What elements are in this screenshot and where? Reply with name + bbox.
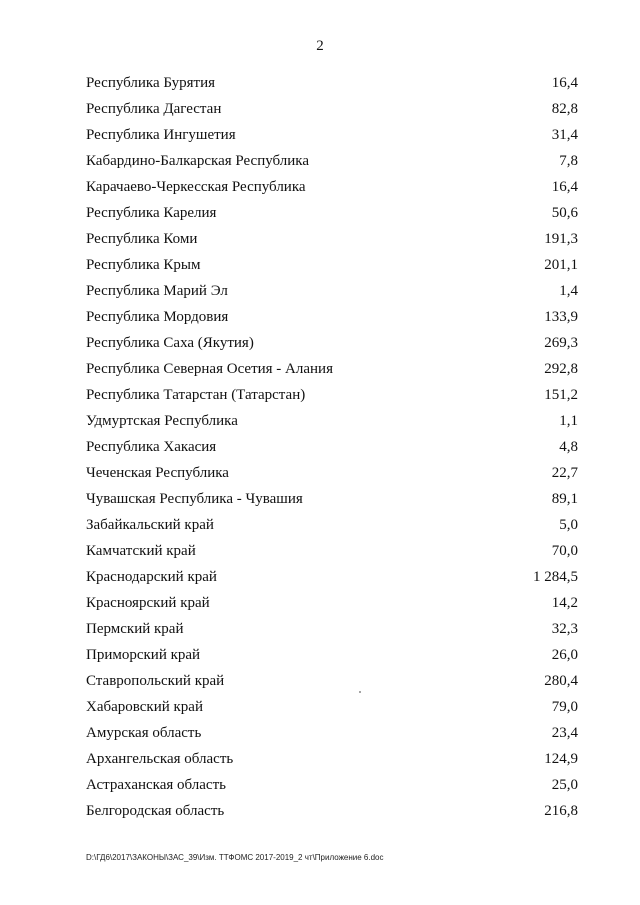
region-value: 280,4	[544, 673, 578, 689]
region-value: 4,8	[559, 439, 578, 455]
table-row	[86, 460, 578, 486]
region-name: Республика Мордовия	[86, 309, 229, 325]
table-row	[86, 70, 578, 96]
region-name: Приморский край	[86, 647, 201, 663]
table-row	[86, 122, 578, 148]
table-row	[86, 434, 578, 460]
region-name: Республика Татарстан (Татарстан)	[86, 387, 306, 403]
region-name: Карачаево-Черкесская Республика	[86, 179, 306, 195]
table-row	[86, 564, 578, 590]
table-row	[86, 590, 578, 616]
region-name: Республика Ингушетия	[86, 127, 236, 143]
region-value: 151,2	[544, 387, 578, 403]
table-row	[86, 772, 578, 798]
region-value: 31,4	[551, 127, 578, 143]
region-value: 23,4	[551, 725, 578, 741]
region-value: 16,4	[551, 179, 578, 195]
region-name: Красноярский край	[86, 595, 210, 611]
table-row	[86, 278, 578, 304]
region-value: 26,0	[551, 647, 578, 663]
region-value: 292,8	[544, 361, 578, 377]
region-value: 82,8	[551, 101, 578, 117]
region-value: 50,6	[551, 205, 578, 221]
region-name: Республика Саха (Якутия)	[86, 335, 254, 351]
region-name: Белгородская область	[86, 803, 225, 819]
table-row	[86, 486, 578, 512]
region-value: 191,3	[544, 231, 578, 247]
region-value: 1,1	[559, 413, 578, 429]
region-value: 16,4	[551, 75, 578, 91]
region-value: 25,0	[551, 777, 578, 793]
table-row	[86, 200, 578, 226]
region-name: Удмуртская Республика	[86, 413, 238, 429]
table-row	[86, 252, 578, 278]
region-value: 124,9	[544, 751, 578, 767]
table-row	[86, 330, 578, 356]
region-name: Амурская область	[86, 725, 202, 741]
region-name: Республика Коми	[86, 231, 198, 247]
region-name: Республика Дагестан	[86, 101, 222, 117]
file-path-footer: D:\ГД6\2017\ЗАКОНЫ\ЗАС_39\Изм. ТТФОМС 2017-2019_2 чт\Приложение 6.doc	[86, 853, 384, 862]
table-row	[86, 538, 578, 564]
region-name: Хабаровский край	[86, 699, 203, 715]
region-value: 7,8	[559, 153, 578, 169]
region-name: Забайкальский край	[86, 517, 214, 533]
region-value: 269,3	[544, 335, 578, 351]
table-row	[86, 148, 578, 174]
region-value: 89,1	[551, 491, 578, 507]
table-row	[86, 746, 578, 772]
scan-speck	[359, 691, 361, 693]
page-number: 2	[316, 38, 324, 54]
region-value: 32,3	[551, 621, 578, 637]
region-value: 1,4	[559, 283, 578, 299]
region-table	[86, 70, 578, 824]
region-name: Республика Хакасия	[86, 439, 217, 455]
region-value: 70,0	[551, 543, 578, 559]
table-row	[86, 798, 578, 824]
table-row	[86, 408, 578, 434]
region-name: Республика Крым	[86, 257, 201, 273]
table-row	[86, 382, 578, 408]
region-value: 201,1	[544, 257, 578, 273]
table-row	[86, 174, 578, 200]
region-name: Ставропольский край	[86, 673, 225, 689]
table-row	[86, 720, 578, 746]
table-row	[86, 694, 578, 720]
region-value: 22,7	[551, 465, 578, 481]
table-row	[86, 668, 578, 694]
region-name: Чеченская Республика	[86, 465, 229, 481]
table-row	[86, 226, 578, 252]
region-value: 14,2	[551, 595, 578, 611]
region-value: 133,9	[544, 309, 578, 325]
region-name: Кабардино-Балкарская Республика	[86, 153, 310, 169]
region-name: Чувашская Республика - Чувашия	[86, 491, 303, 507]
region-name: Камчатский край	[86, 543, 196, 559]
region-value: 216,8	[544, 803, 578, 819]
region-name: Республика Бурятия	[86, 75, 216, 91]
region-name: Краснодарский край	[86, 569, 217, 585]
table-row	[86, 96, 578, 122]
region-name: Республика Карелия	[86, 205, 217, 221]
region-name: Республика Северная Осетия - Алания	[86, 361, 333, 377]
table-row	[86, 616, 578, 642]
region-name: Пермский край	[86, 621, 184, 637]
region-value: 79,0	[551, 699, 578, 715]
table-row	[86, 512, 578, 538]
region-name: Архангельская область	[86, 751, 234, 767]
region-value: 5,0	[559, 517, 578, 533]
region-value: 1 284,5	[533, 569, 578, 585]
region-name: Республика Марий Эл	[86, 283, 228, 299]
region-name: Астраханская область	[86, 777, 226, 793]
table-row	[86, 642, 578, 668]
table-row	[86, 356, 578, 382]
table-row	[86, 304, 578, 330]
